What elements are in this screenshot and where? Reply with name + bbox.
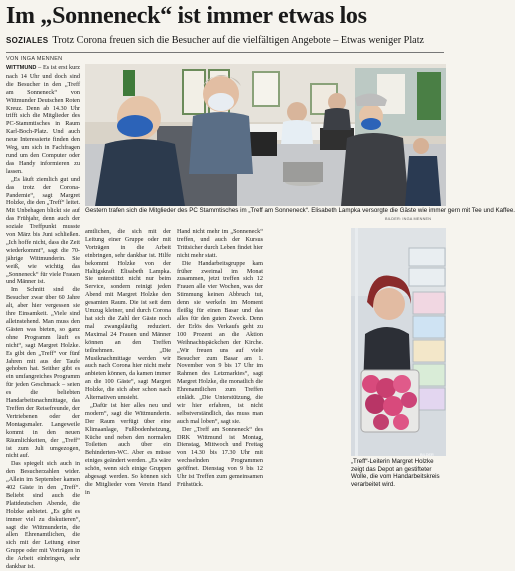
paragraph: Der „Treff am Sonneneck“ des DRK Wittmund ist Montag, Dienstag, Mittwoch und Freitag von 14.30 bis 17.30 Uhr mit wechselnden Programmen geöffnet. Dienstag von 9 bis 12 Uhr ist Treffen zum gemeinsamen Frühstück. <box>177 425 263 488</box>
photo-right-credit: BILDER <box>420 453 434 457</box>
photo-pc-stammtisch-image <box>85 64 446 206</box>
article-column-4 <box>267 228 347 478</box>
paragraph: Das spiegelt sich auch in den Besucherzahlen wider. „Allein im September kamen 402 Gäste in den „Treff“. Beliebt sind auch die Plattdeutschen Abende, die Holzke anbietet. „Es gibt es immer viel zu diskutieren“, sagt die Wittmunderin, die allen Ehrenamtlichen, die sich mit der Leitung einer Gruppe oder mit Vorträgen in die Arbeit einbringen, sehr dankbar ist. <box>6 460 80 571</box>
paragraph: „Es läuft ziemlich gut und das trotz der Corona-Pandemie“, sagt Margret Holzke, die den „Treff“ leitet. Mit Unbehagen blickt sie auf das Frühjahr, denn auch der soziale Treffpunkt musste von März bis Juni schließen. „Ich hoffe nicht, dass die Zeit wiederkommt“, sagt die 70-jährige Wittmunderin. Sie weiß, wie wichtig das „Sonneneck“ für viele Frauen und Männer ist. <box>6 175 80 286</box>
paragraph <box>6 64 80 176</box>
paragraph: Hand nicht mehr im „Sonneneck“ treffen, und auch der Kursus Trittsicher durch Leben findet hier nicht mehr statt. <box>177 228 263 259</box>
photo-right-caption: „Treff“-Leiterin Margret Holzke zeigt das Depot an gestifteter Wolle, die vom Handarbeitskreis verarbeitet wird. <box>351 458 440 488</box>
article-column-3 <box>177 228 263 488</box>
headline: Im „Sonneneck“ ist immer etwas los <box>6 3 367 29</box>
photo-wool-depot <box>351 228 446 456</box>
byline: VON INGA MENNEN <box>6 56 63 62</box>
paragraph: „Dafür ist hier alles neu und modern“, sagt die Wittmunderin. Der Raum verfügt über eine Klimaanlage, Fußbodenheizung, Küche und neben den normalen Toiletten auch über ein Behinderten-WC. Aber es müsse einiges geändert werden. „Es wäre schön, wenn sich einige Gruppen abgesagt werden. So können sich die Mitglieder vom Verein Hand in <box>85 401 171 496</box>
photo-top-caption: Gestern trafen sich die Mitglieder des PC Stammtisches im „Treff am Sonneneck“. Elisabeth Lampka versorgte die Gäste wie immer gern mit Tee und Kaffee. <box>85 207 515 214</box>
divider <box>6 52 444 53</box>
paragraph: Die Handarbeitsgruppe kam früher zweimal im Monat zusammen, jetzt treffen sich 12 Frauen alle vier Wochen, was der Stimmung keinen Abbruch tut, denn sie werkeln im Moment fleißig für einen Basar und das alles für den guten Zweck. Denn der Erlös des Verkaufs geht zu 100 Prozent an die Aktion Weihnachtspäckchen der Kirche. „Wir freuen uns auf viele Besucher zum Basar am 1. November von 9 bis 17 Uhr im Rahmen des Letzmarktes“, sagt Margret Holzke, die monatlich die Ehrenamtlichen zum Treffen einlädt. „Die Unterstützung, die wir hier erfahren, ist nicht selbstverständlich, das muss man auch mal loben“, sagt sie. <box>177 259 263 425</box>
paragraph-text: – Es ist erst kurz nach 14 Uhr und doch sind die Besucher in den „Treff am Sonneneck“ von Wittmunder Deutschen Roten Kreuz. Denn ab 14.30 Uhr trifft sich die Mitglieder des PC-Stammtisches in Raum Karl-Boch-Platz. Und auch neue Interessierte finden den Weg, um sich in Fachfragen rund um den Computer oder das Handy informieren zu lassen. <box>6 64 80 175</box>
photo-wool-depot-image <box>351 228 446 456</box>
paragraph: amtlichen, die sich mit der Leitung einer Gruppe oder mit Vorträgen in die Arbeit einbringen, sehr dankbar ist. Hilfe bekommt Holzke von der Haltigskraft Elisabeth Lampka. Sie unterstützt nicht nur beim Service, sondern reinigt jeden Abend mit Margret Holzke den gesamten Raum. Die ist seit dem Umzug kleiner, und durch Corona hat sich die Zahl der Gäste noch mal zwangsläufig reduziert. Maximal 24 Frauen und Männer können an den Treffen teilnehmen. „Die Musiknachmittage werden wir auch nach Corona hier nicht mehr anbieten können, da kamen immer an die 100 Gäste“, sagt Margret Holzke, die sich aber schon nach Alternativen umsieht. <box>85 228 171 402</box>
article-column-1 <box>6 64 80 571</box>
photo-top-credit: BILDER: INGA MENNEN <box>385 217 432 221</box>
subheadline-text: Trotz Corona freuen sich die Besucher auf die vielfältigen Angebote – Etwas weniger Platz <box>52 35 425 46</box>
photo-pc-stammtisch <box>85 64 446 206</box>
paragraph: Im Schnitt sind die Besucher zwar über 60 Jahre alt, aber hier vergessen sie ihre Einsamkeit. „Viele sind alleinstehend. Man muss den Gästen was bieten, so ganz ohne Programm läuft es nicht“, sagt Margret Holzke. Es gibt den „Treff“ vor fünf Jahren mit aus der Taufe gehoben hat. Seither gibt es ein umfangreiches Programm für jeden Geschmack – seien es die beliebten Handarbeitsnachmittage, das Treffen der Reisefreunde, der Vertriebenen oder der Montagsmaler. Langeweile kommt in den neuen Räumlichkeiten, der „Treff“ ist zum Juli umgezogen, nicht auf. <box>6 286 80 460</box>
kicker: SOZIALES <box>6 36 49 45</box>
dateline: WITTMUND <box>6 65 37 71</box>
subheadline <box>6 34 446 47</box>
article-column-2 <box>85 228 171 496</box>
